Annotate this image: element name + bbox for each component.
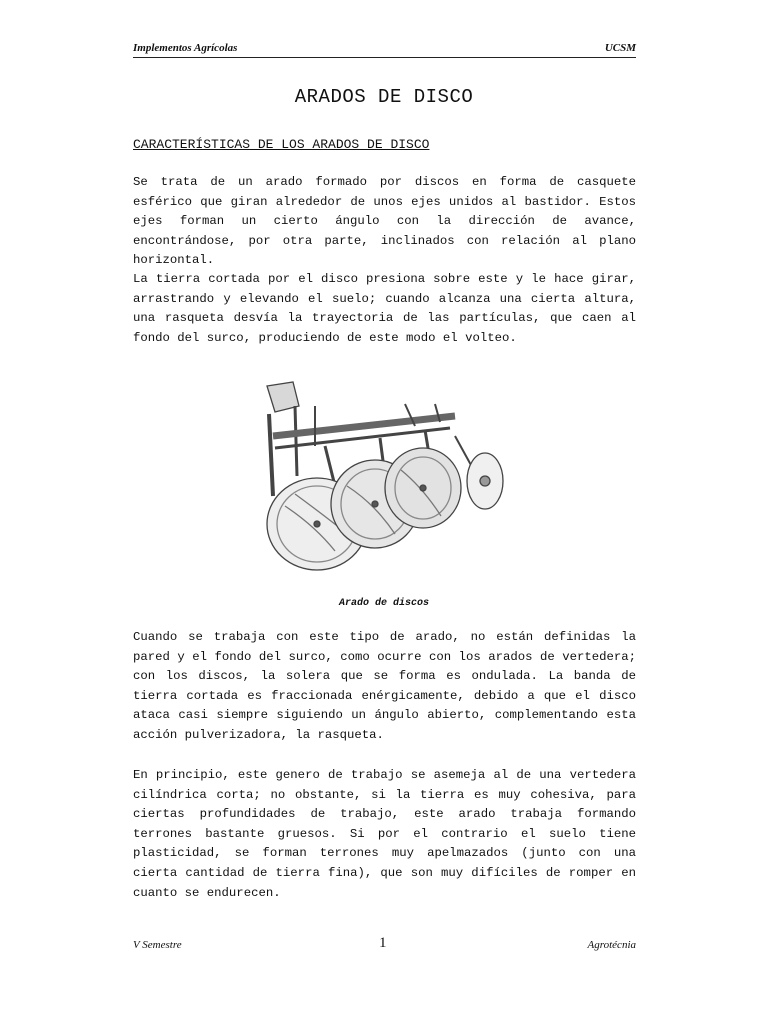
page-footer xyxy=(133,935,636,955)
disc-plow-drawing xyxy=(255,376,505,576)
section-title: CARACTERÍSTICAS DE LOS ARADOS DE DISCO xyxy=(133,137,430,152)
document-title: ARADOS DE DISCO xyxy=(294,86,474,108)
paragraph: Se trata de un arado formado por discos en forma de casquete esférico que giran alrededor de unos ejes unidos al bastidor. Estos ejes forman un cierto ángulo con la dirección de avance, encontrándose, por otra parte, inclinados con relación al plano horizontal. xyxy=(133,175,636,268)
figure-caption: Arado de discos xyxy=(338,598,429,609)
footer-semester: V Semestre xyxy=(133,939,182,951)
footer-subject: Agrotécnia xyxy=(587,939,636,951)
page-header xyxy=(133,40,636,58)
disc-plow-illustration xyxy=(255,376,505,576)
paragraph: En principio, este genero de trabajo se asemeja al de una vertedera cilíndrica corta; no obstante, si la tierra es muy cohesiva, para ciertas profundidades de trabajo, este arado trabaja formando terrones bastante gruesos. Si por el contrario el suelo tiene plasticidad, se forman terrones muy apelmazados (junto con una cierta cantidad de tierra fina), que son muy difíciles de romper en cuanto se endurecen. xyxy=(133,768,636,900)
paragraph: La tierra cortada por el disco presiona sobre este y le hace girar, arrastrando y elevando el suelo; cuando alcanza una cierta altura, una rasqueta desvía la trayectoria de las partículas, que caen al fondo del surco, produciendo de este modo el volteo. xyxy=(133,272,636,345)
header-course: Implementos Agrícolas xyxy=(133,42,238,54)
header-institution: UCSM xyxy=(604,42,636,54)
page-number: 1 xyxy=(379,935,387,951)
paragraph: Cuando se trabaja con este tipo de arado, no están definidas la pared y el fondo del surco, como ocurre con los arados de vertedera; con los discos, la solera que se forma es ondulada. La banda de tierra cortada es fraccionada enérgicamente, debido a que el disco ataca casi siempre siguiendo un ángulo abierto, complementando esta acción pulverizadora, la rasqueta. xyxy=(133,630,636,742)
